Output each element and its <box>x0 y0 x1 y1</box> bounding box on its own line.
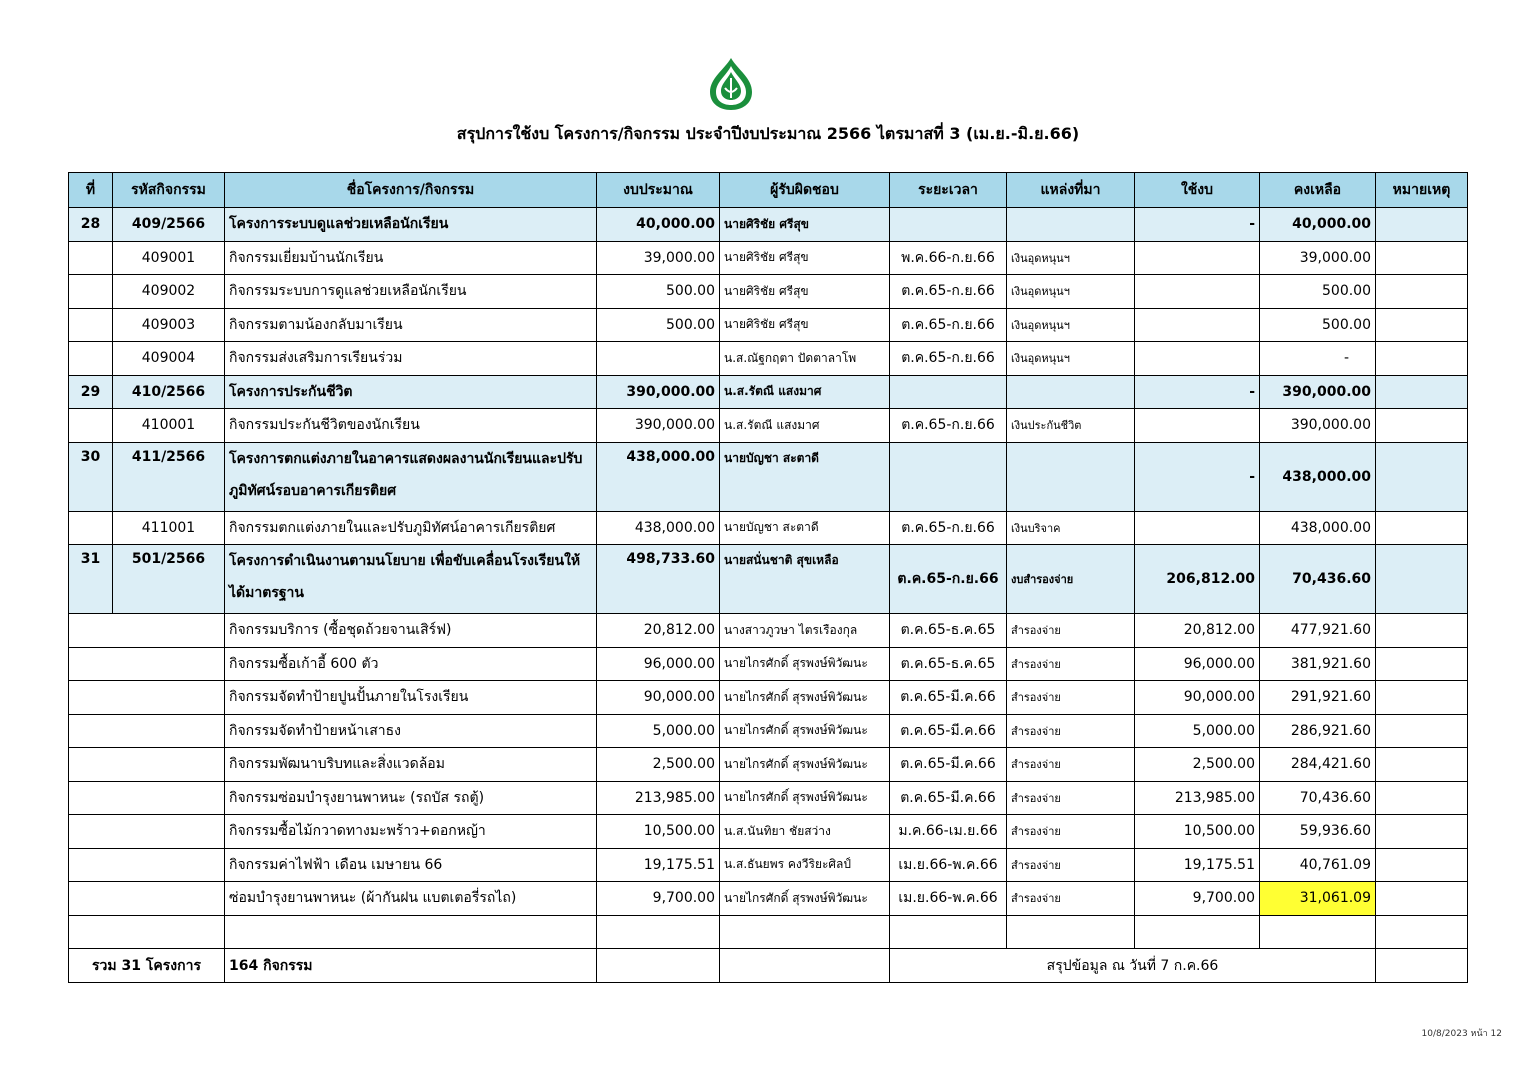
cell-remaining: 39,000.00 <box>1260 241 1376 275</box>
cell-responsible: นายบัญชา สะตาดี <box>720 442 890 511</box>
cell-period <box>890 375 1007 409</box>
table-row <box>69 714 1468 748</box>
cell-note <box>1376 647 1468 681</box>
table-header-row <box>69 173 1468 208</box>
cell-source: สำรองจ่าย <box>1007 882 1135 916</box>
cell-responsible: นางสาวภูวษา ไตรเรืองกุล <box>720 614 890 648</box>
cell-remaining: 477,921.60 <box>1260 614 1376 648</box>
header-code: รหัสกิจกรรม <box>113 173 225 208</box>
header-period: ระยะเวลา <box>890 173 1007 208</box>
cell-period: ต.ค.65-มี.ค.66 <box>890 781 1007 815</box>
cell-remaining: 390,000.00 <box>1260 409 1376 443</box>
table-row <box>69 614 1468 648</box>
cell-period: พ.ค.66-ก.ย.66 <box>890 241 1007 275</box>
cell-period: ต.ค.65-ก.ย.66 <box>890 511 1007 545</box>
cell-responsible: นายไกรศักดิ์ สุรพงษ์พิวัฒนะ <box>720 748 890 782</box>
cell-budget: 498,733.60 <box>597 545 720 614</box>
cell-source: เงินอุดหนุนฯ <box>1007 342 1135 376</box>
cell-no <box>69 275 113 309</box>
cell-code: 409002 <box>113 275 225 309</box>
cell-name: กิจกรรมประกันชีวิตของนักเรียน <box>225 409 597 443</box>
cell-no-code <box>69 647 225 681</box>
cell-period <box>890 208 1007 242</box>
cell-no-code <box>69 614 225 648</box>
header-budget: งบประมาณ <box>597 173 720 208</box>
cell-period: ต.ค.65-มี.ค.66 <box>890 748 1007 782</box>
cell-name: กิจกรรมซื้อเก้าอี้ 600 ตัว <box>225 647 597 681</box>
table-row <box>69 375 1468 409</box>
cell-name: กิจกรรมส่งเสริมการเรียนร่วม <box>225 342 597 376</box>
cell-budget: 500.00 <box>597 275 720 309</box>
header-name: ชื่อโครงการ/กิจกรรม <box>225 173 597 208</box>
cell-note <box>1376 375 1468 409</box>
cell-period: ต.ค.65-มี.ค.66 <box>890 681 1007 715</box>
cell-no <box>69 342 113 376</box>
cell-remaining: 70,436.60 <box>1260 781 1376 815</box>
cell-remaining: 286,921.60 <box>1260 714 1376 748</box>
cell-responsible: นายไกรศักดิ์ สุรพงษ์พิวัฒนะ <box>720 681 890 715</box>
cell-responsible: นายสนั่นชาติ สุขเหลือ <box>720 545 890 614</box>
cell-no-code <box>69 714 225 748</box>
cell-source: งบสำรองจ่าย <box>1007 545 1135 614</box>
cell-remaining: 291,921.60 <box>1260 681 1376 715</box>
cell-no-code <box>69 681 225 715</box>
cell-period: ต.ค.65-ก.ย.66 <box>890 275 1007 309</box>
empty-row <box>69 915 1468 949</box>
cell-responsible: น.ส.นันทิยา ชัยสว่าง <box>720 815 890 849</box>
cell-code: 409003 <box>113 308 225 342</box>
cell-note <box>1376 308 1468 342</box>
cell-no-code <box>69 815 225 849</box>
cell-note <box>1376 681 1468 715</box>
cell-source <box>1007 208 1135 242</box>
cell-budget: 39,000.00 <box>597 241 720 275</box>
cell-source: เงินอุดหนุนฯ <box>1007 241 1135 275</box>
cell-period: ต.ค.65-ธ.ค.65 <box>890 614 1007 648</box>
cell-used: 5,000.00 <box>1135 714 1260 748</box>
cell-used: 10,500.00 <box>1135 815 1260 849</box>
cell-budget: 40,000.00 <box>597 208 720 242</box>
cell-name: โครงการระบบดูแลช่วยเหลือนักเรียน <box>225 208 597 242</box>
cell-source: สำรองจ่าย <box>1007 714 1135 748</box>
table-row <box>69 545 1468 614</box>
cell-remaining-highlighted: 31,061.09 <box>1260 882 1376 916</box>
header-source: แหล่งที่มา <box>1007 173 1135 208</box>
cell-note <box>1376 545 1468 614</box>
cell-budget: 10,500.00 <box>597 815 720 849</box>
page-title: สรุปการใช้งบ โครงการ/กิจกรรม ประจำปีงบประมาณ 2566 ไตรมาสที่ 3 (เม.ย.-มิ.ย.66) <box>456 124 1080 143</box>
cell-responsible: น.ส.ณัฐกฤตา ปัดตาลาโพ <box>720 342 890 376</box>
table-row <box>69 748 1468 782</box>
cell-name: กิจกรรมซ่อมบำรุงยานพาหนะ (รถบัส รถตู้) <box>225 781 597 815</box>
cell-source: สำรองจ่าย <box>1007 848 1135 882</box>
cell-used <box>1135 342 1260 376</box>
cell-budget <box>597 342 720 376</box>
cell-name: กิจกรรมพัฒนาบริบทและสิ่งแวดล้อม <box>225 748 597 782</box>
cell-code: 501/2566 <box>113 545 225 614</box>
cell-source: เงินบริจาค <box>1007 511 1135 545</box>
cell-note <box>1376 275 1468 309</box>
table-row <box>69 815 1468 849</box>
cell-note <box>1376 442 1468 511</box>
cell-budget: 213,985.00 <box>597 781 720 815</box>
cell-period <box>890 442 1007 511</box>
cell-used <box>1135 241 1260 275</box>
cell-name: กิจกรรมค่าไฟฟ้า เดือน เมษายน 66 <box>225 848 597 882</box>
cell-name: กิจกรรมบริการ (ซื้อชุดถ้วยจานเสิร์ฟ) <box>225 614 597 648</box>
cell-period: ต.ค.65-มี.ค.66 <box>890 714 1007 748</box>
budget-table <box>68 172 1468 983</box>
table-row <box>69 442 1468 511</box>
cell-no-code <box>69 781 225 815</box>
cell-used <box>1135 308 1260 342</box>
header-remaining: คงเหลือ <box>1260 173 1376 208</box>
cell-remaining: 284,421.60 <box>1260 748 1376 782</box>
cell-responsible: นายศิริชัย ศรีสุข <box>720 275 890 309</box>
cell-used: - <box>1135 208 1260 242</box>
cell-used <box>1135 409 1260 443</box>
cell-used: - <box>1135 442 1260 511</box>
cell-remaining: 438,000.00 <box>1260 442 1376 511</box>
cell-note <box>1376 511 1468 545</box>
cell-source <box>1007 375 1135 409</box>
cell-note <box>1376 781 1468 815</box>
cell-remaining: 438,000.00 <box>1260 511 1376 545</box>
cell-source: สำรองจ่าย <box>1007 748 1135 782</box>
page-footer: 10/8/2023 หน้า 12 <box>1421 1029 1502 1039</box>
cell-no: 28 <box>69 208 113 242</box>
cell-used <box>1135 275 1260 309</box>
table-row <box>69 848 1468 882</box>
cell-used: - <box>1135 375 1260 409</box>
cell-responsible: นายบัญชา สะตาดี <box>720 511 890 545</box>
header-used: ใช้งบ <box>1135 173 1260 208</box>
cell-code: 409004 <box>113 342 225 376</box>
cell-name: โครงการตกแต่งภายในอาคารแสดงผลงานนักเรียนและปรับภูมิทัศน์รอบอาคารเกียรติยศ <box>225 442 597 511</box>
cell-code: 409/2566 <box>113 208 225 242</box>
cell-used: 2,500.00 <box>1135 748 1260 782</box>
cell-responsible: นายศิริชัย ศรีสุข <box>720 308 890 342</box>
cell-no: 31 <box>69 545 113 614</box>
cell-no-code <box>69 748 225 782</box>
cell-source <box>1007 442 1135 511</box>
cell-no <box>69 409 113 443</box>
cell-source: สำรองจ่าย <box>1007 647 1135 681</box>
totals-row <box>69 949 1468 983</box>
cell-remaining: 390,000.00 <box>1260 375 1376 409</box>
cell-budget: 96,000.00 <box>597 647 720 681</box>
cell-period: ต.ค.65-ก.ย.66 <box>890 308 1007 342</box>
cell-no <box>69 308 113 342</box>
cell-budget: 390,000.00 <box>597 409 720 443</box>
cell-budget: 90,000.00 <box>597 681 720 715</box>
school-logo <box>706 56 756 112</box>
cell-remaining: 40,000.00 <box>1260 208 1376 242</box>
cell-budget: 2,500.00 <box>597 748 720 782</box>
cell-name: กิจกรรมตกแต่งภายในและปรับภูมิทัศน์อาคารเกียรติยศ <box>225 511 597 545</box>
cell-note <box>1376 815 1468 849</box>
cell-used: 20,812.00 <box>1135 614 1260 648</box>
cell-no-code <box>69 882 225 916</box>
cell-note <box>1376 882 1468 916</box>
cell-remaining: - <box>1260 342 1376 376</box>
cell-responsible: นายไกรศักดิ์ สุรพงษ์พิวัฒนะ <box>720 882 890 916</box>
cell-budget: 390,000.00 <box>597 375 720 409</box>
cell-period: เม.ย.66-พ.ค.66 <box>890 882 1007 916</box>
cell-responsible: นายศิริชัย ศรีสุข <box>720 208 890 242</box>
table-row <box>69 511 1468 545</box>
cell-note <box>1376 748 1468 782</box>
cell-source: สำรองจ่าย <box>1007 781 1135 815</box>
cell-code: 409001 <box>113 241 225 275</box>
header-note: หมายเหตุ <box>1376 173 1468 208</box>
cell-used: 9,700.00 <box>1135 882 1260 916</box>
cell-source: เงินประกันชีวิต <box>1007 409 1135 443</box>
cell-responsible: นายไกรศักดิ์ สุรพงษ์พิวัฒนะ <box>720 647 890 681</box>
table-row <box>69 342 1468 376</box>
cell-note <box>1376 848 1468 882</box>
cell-name: ซ่อมบำรุงยานพาหนะ (ผ้ากันฝน แบตเตอรี่รถไถ) <box>225 882 597 916</box>
cell-responsible: นายไกรศักดิ์ สุรพงษ์พิวัฒนะ <box>720 781 890 815</box>
cell-source: สำรองจ่าย <box>1007 815 1135 849</box>
cell-code: 411/2566 <box>113 442 225 511</box>
cell-budget: 438,000.00 <box>597 442 720 511</box>
cell-remaining: 40,761.09 <box>1260 848 1376 882</box>
table-row <box>69 241 1468 275</box>
cell-remaining: 381,921.60 <box>1260 647 1376 681</box>
cell-budget: 5,000.00 <box>597 714 720 748</box>
cell-used: 213,985.00 <box>1135 781 1260 815</box>
cell-no <box>69 241 113 275</box>
cell-period: เม.ย.66-พ.ค.66 <box>890 848 1007 882</box>
cell-code: 410001 <box>113 409 225 443</box>
header-no: ที่ <box>69 173 113 208</box>
table-row <box>69 208 1468 242</box>
cell-code: 410/2566 <box>113 375 225 409</box>
cell-name: โครงการดำเนินงานตามนโยบาย เพื่อขับเคลื่อนโรงเรียนให้ได้มาตรฐาน <box>225 545 597 614</box>
table-row <box>69 882 1468 916</box>
cell-name: กิจกรรมเยี่ยมบ้านนักเรียน <box>225 241 597 275</box>
cell-responsible: น.ส.รัตณี แสงมาศ <box>720 409 890 443</box>
cell-period: ต.ค.65-ธ.ค.65 <box>890 647 1007 681</box>
cell-budget: 20,812.00 <box>597 614 720 648</box>
cell-remaining: 59,936.60 <box>1260 815 1376 849</box>
cell-budget: 500.00 <box>597 308 720 342</box>
cell-responsible: นายไกรศักดิ์ สุรพงษ์พิวัฒนะ <box>720 714 890 748</box>
table-row <box>69 409 1468 443</box>
cell-note <box>1376 714 1468 748</box>
cell-note <box>1376 342 1468 376</box>
cell-source: เงินอุดหนุนฯ <box>1007 275 1135 309</box>
cell-responsible: น.ส.ธันยพร คงวีริยะศิลป์ <box>720 848 890 882</box>
cell-name: กิจกรรมจัดทำป้ายหน้าเสาธง <box>225 714 597 748</box>
cell-name: กิจกรรมระบบการดูแลช่วยเหลือนักเรียน <box>225 275 597 309</box>
cell-used: 90,000.00 <box>1135 681 1260 715</box>
summary-date: สรุปข้อมูล ณ วันที่ 7 ก.ค.66 <box>890 949 1376 983</box>
cell-source: สำรองจ่าย <box>1007 681 1135 715</box>
cell-name: กิจกรรมซื้อไม้กวาดทางมะพร้าว+ดอกหญ้า <box>225 815 597 849</box>
cell-used: 19,175.51 <box>1135 848 1260 882</box>
cell-period: ม.ค.66-เม.ย.66 <box>890 815 1007 849</box>
cell-no: 30 <box>69 442 113 511</box>
cell-no <box>69 511 113 545</box>
cell-period: ต.ค.65-ก.ย.66 <box>890 342 1007 376</box>
cell-used <box>1135 511 1260 545</box>
cell-note <box>1376 614 1468 648</box>
cell-no-code <box>69 848 225 882</box>
cell-name: โครงการประกันชีวิต <box>225 375 597 409</box>
table-row <box>69 647 1468 681</box>
cell-note <box>1376 208 1468 242</box>
cell-note <box>1376 241 1468 275</box>
cell-no: 29 <box>69 375 113 409</box>
cell-name: กิจกรรมจัดทำป้ายปูนปั้นภายในโรงเรียน <box>225 681 597 715</box>
cell-responsible: น.ส.รัตณี แสงมาศ <box>720 375 890 409</box>
cell-used: 206,812.00 <box>1135 545 1260 614</box>
cell-used: 96,000.00 <box>1135 647 1260 681</box>
cell-budget: 9,700.00 <box>597 882 720 916</box>
cell-note <box>1376 409 1468 443</box>
cell-responsible: นายศิริชัย ศรีสุข <box>720 241 890 275</box>
table-row <box>69 275 1468 309</box>
total-projects: รวม 31 โครงการ <box>69 949 225 983</box>
cell-code: 411001 <box>113 511 225 545</box>
cell-period: ต.ค.65-ก.ย.66 <box>890 545 1007 614</box>
cell-period: ต.ค.65-ก.ย.66 <box>890 409 1007 443</box>
cell-source: เงินอุดหนุนฯ <box>1007 308 1135 342</box>
total-activities: 164 กิจกรรม <box>225 949 597 983</box>
table-row <box>69 781 1468 815</box>
header-responsible: ผู้รับผิดชอบ <box>720 173 890 208</box>
cell-name: กิจกรรมตามน้องกลับมาเรียน <box>225 308 597 342</box>
cell-budget: 438,000.00 <box>597 511 720 545</box>
cell-remaining: 500.00 <box>1260 308 1376 342</box>
table-row <box>69 308 1468 342</box>
cell-budget: 19,175.51 <box>597 848 720 882</box>
cell-remaining: 500.00 <box>1260 275 1376 309</box>
cell-source: สำรองจ่าย <box>1007 614 1135 648</box>
cell-remaining: 70,436.60 <box>1260 545 1376 614</box>
table-row <box>69 681 1468 715</box>
